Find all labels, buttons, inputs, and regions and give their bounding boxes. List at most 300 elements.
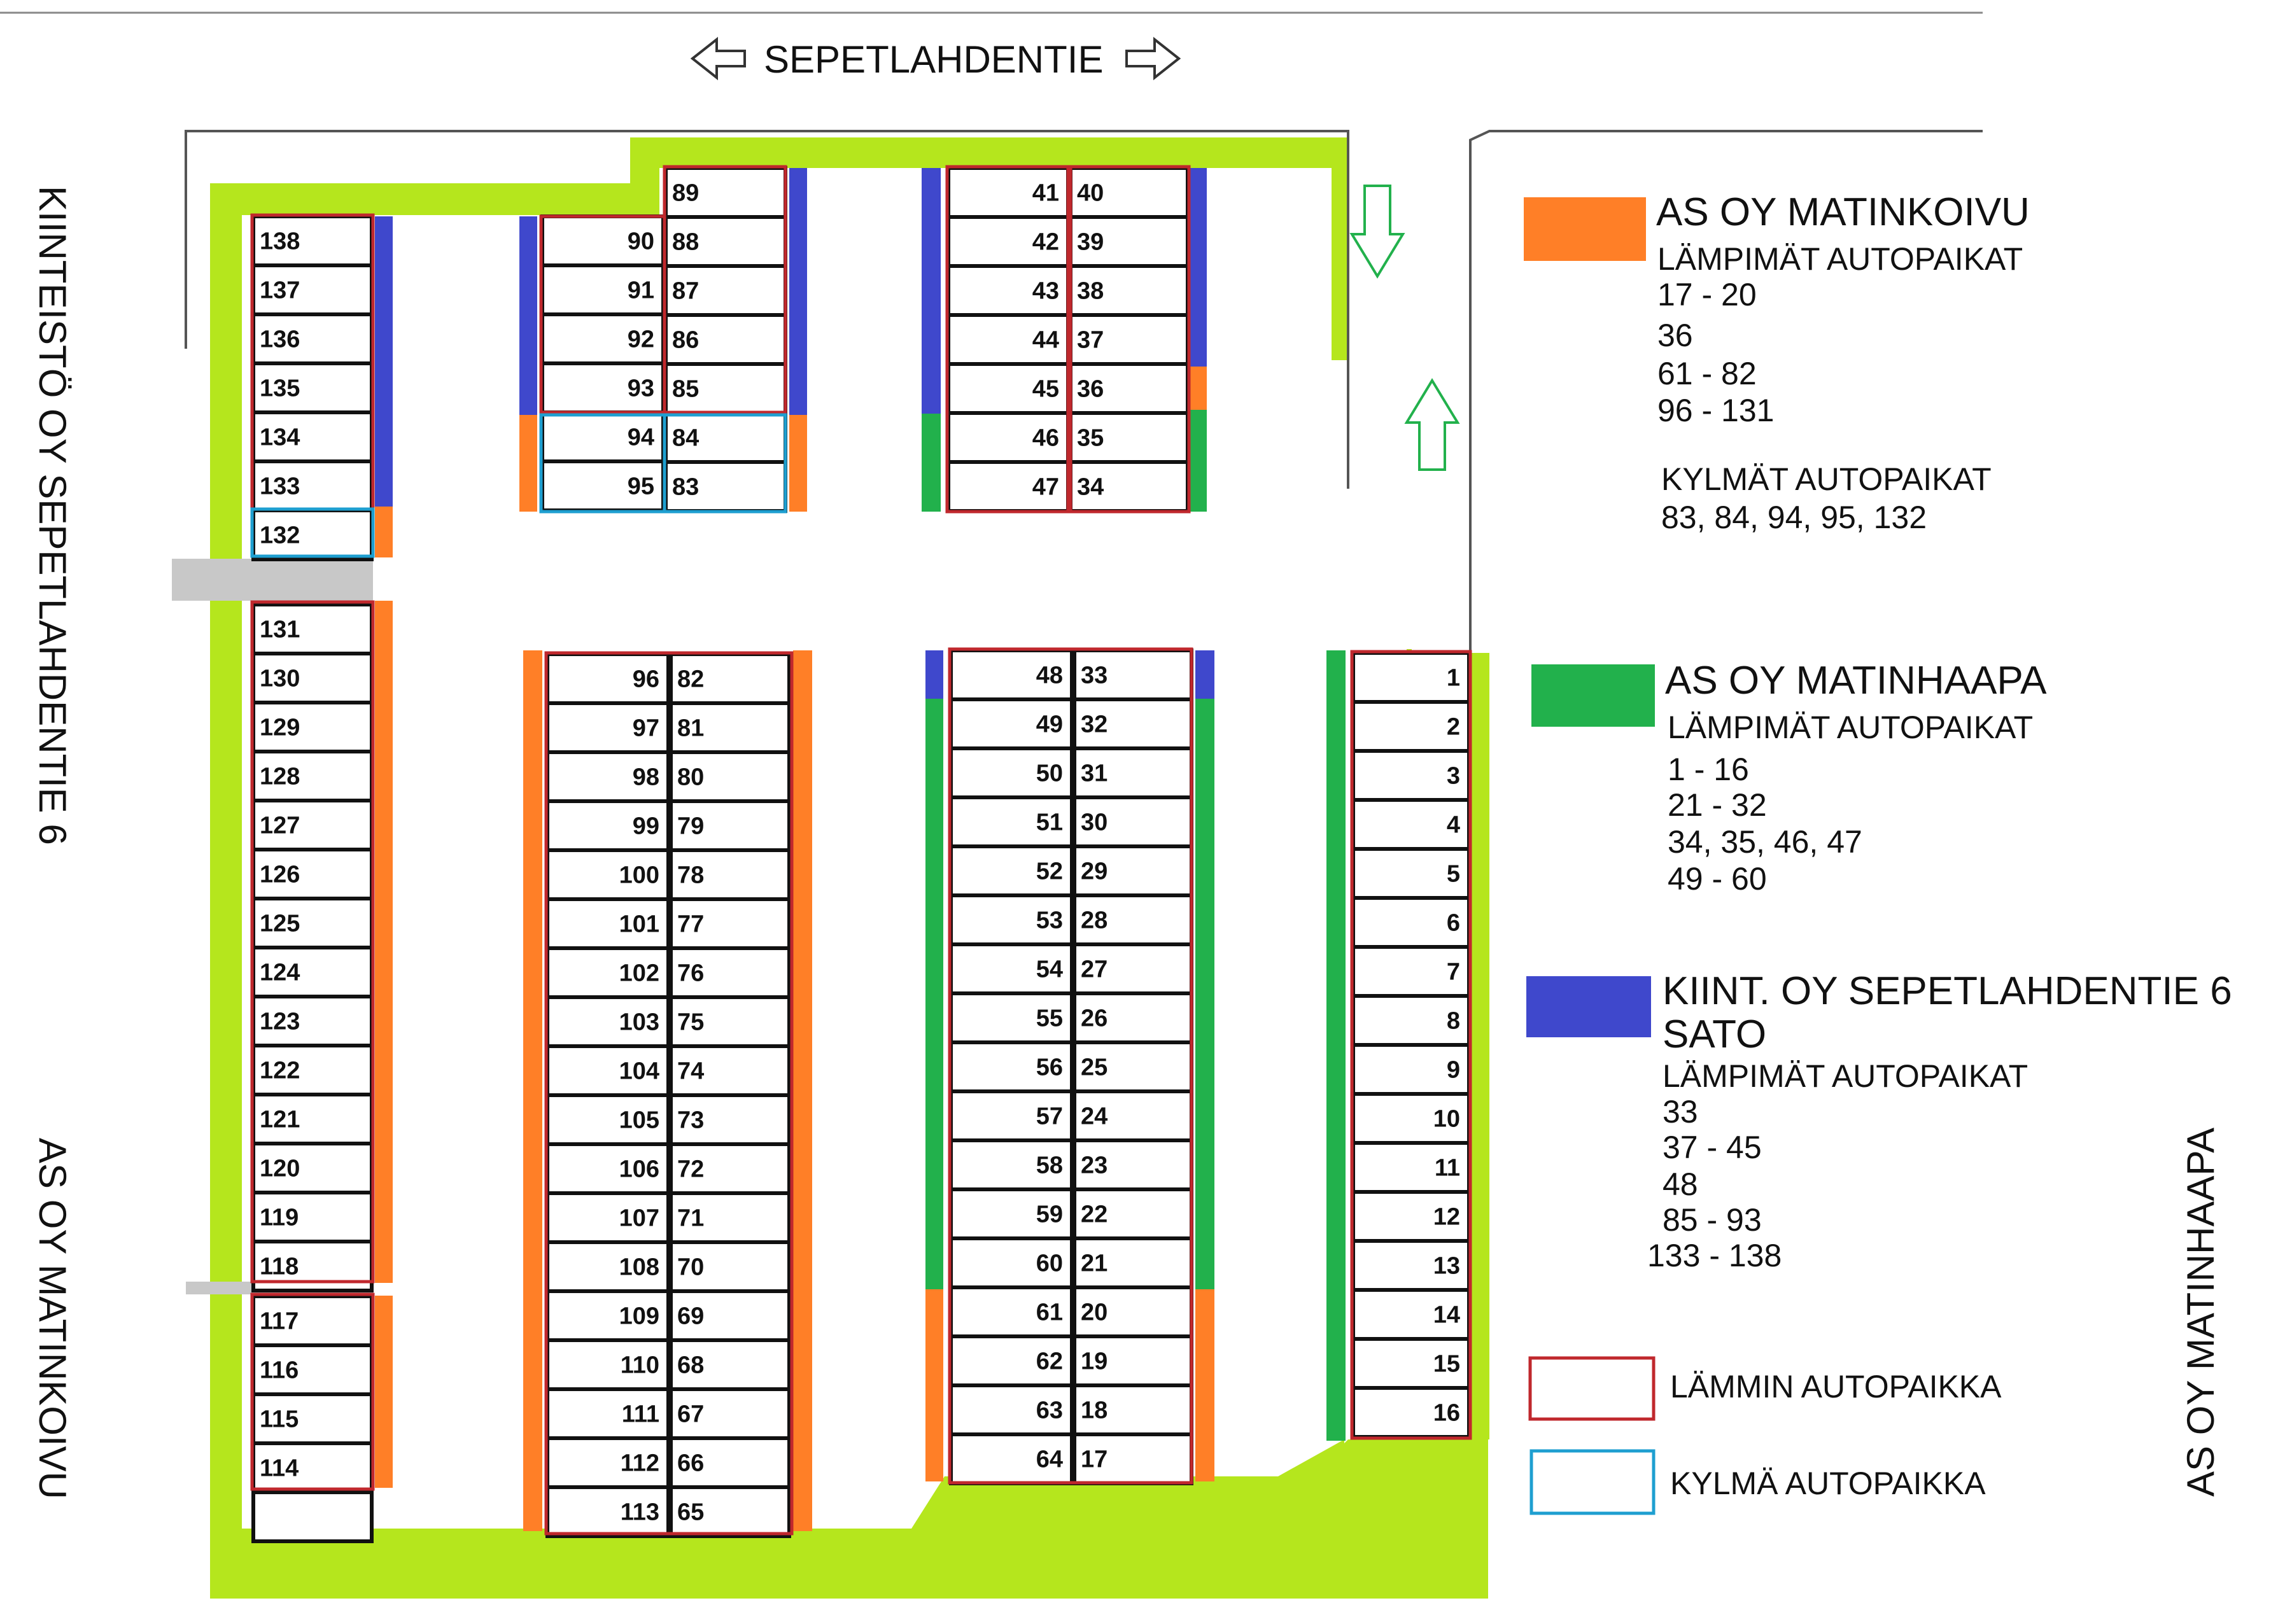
spot-number: 97 (632, 715, 659, 742)
spot-number: 29 (1081, 858, 1108, 885)
parking-spot (948, 217, 1068, 266)
spot-number: 67 (677, 1401, 705, 1428)
spot-number: 135 (260, 375, 300, 402)
legend-sato (1526, 969, 2232, 1273)
spot-number: 60 (1036, 1250, 1063, 1277)
spot-number: 41 (1032, 179, 1059, 207)
parking-spot (253, 1443, 372, 1492)
spot-number: 123 (260, 1008, 300, 1035)
spot-number: 36 (1077, 375, 1104, 403)
bar-blue (925, 650, 943, 699)
spot-number: 50 (1036, 760, 1063, 787)
spot-number: 80 (677, 764, 705, 791)
spot-number: 56 (1036, 1054, 1063, 1081)
parking-spot (951, 1238, 1072, 1287)
legend-title: AS OY MATINKOIVU (1656, 190, 2030, 234)
parking-spot (1074, 1091, 1192, 1140)
spot-number: 109 (619, 1303, 659, 1330)
spot-number: 98 (632, 764, 659, 791)
parking-spot (253, 314, 372, 363)
spot-number: 96 (632, 666, 659, 693)
parking-spot (1353, 1192, 1469, 1241)
bar-orange (523, 650, 542, 1531)
bar-orange (1195, 1289, 1214, 1481)
spot-number: 102 (619, 960, 659, 987)
spot-number: 7 (1446, 958, 1460, 986)
parking-spot (542, 363, 663, 412)
spot-number: 115 (260, 1406, 299, 1433)
parking-spot (671, 1340, 789, 1389)
spot-number: 57 (1036, 1103, 1063, 1130)
spot-number: 24 (1081, 1103, 1108, 1130)
parking-spot (547, 703, 668, 752)
bar-orange (793, 650, 812, 1531)
spot-number: 52 (1036, 858, 1063, 885)
parking-spot (666, 315, 785, 364)
legend-title: KIINT. OY SEPETLAHDENTIE 6 (1663, 969, 2232, 1013)
parking-spot (1353, 1241, 1469, 1290)
parking-spot (951, 993, 1072, 1042)
parking-spot (253, 510, 372, 559)
parking-spot (547, 850, 668, 899)
legend-range: 37 - 45 (1663, 1130, 1762, 1165)
legend-range: 1 - 16 (1668, 752, 1749, 787)
spot-number: 110 (620, 1352, 659, 1379)
legend-range: 49 - 60 (1668, 861, 1767, 897)
parking-spot (547, 997, 668, 1046)
parking-spot (1074, 650, 1192, 699)
spot-number: 112 (620, 1450, 659, 1477)
parking-spot (253, 899, 372, 948)
parking-spots (253, 168, 1469, 1541)
parking-spot (253, 1046, 372, 1095)
street-name: SEPETLAHDENTIE (764, 38, 1104, 81)
parking-spot (253, 1144, 372, 1193)
parking-spot (1353, 1143, 1469, 1192)
parking-spot (666, 217, 785, 266)
parking-spot (1353, 800, 1469, 849)
parking-spot (671, 703, 789, 752)
parking-spot (1074, 1042, 1192, 1091)
parking-spot (547, 899, 668, 948)
parking-spot (671, 1046, 789, 1095)
bar-green (922, 414, 941, 512)
spot-number: 20 (1081, 1299, 1108, 1326)
parking-spot (253, 703, 372, 752)
parking-spot (951, 1434, 1072, 1483)
spot-number: 71 (677, 1205, 705, 1232)
parking-spot (671, 1438, 789, 1487)
parking-spot (671, 1242, 789, 1291)
legend-borders (1530, 1358, 2002, 1513)
spot-number: 48 (1036, 662, 1063, 689)
parking-spot (253, 1296, 372, 1345)
parking-spot (951, 1189, 1072, 1238)
spot-number: 31 (1081, 760, 1108, 787)
legend (1524, 190, 2232, 1513)
spot-number: 25 (1081, 1054, 1108, 1081)
parking-spot (1071, 462, 1188, 511)
spot-number: 38 (1077, 277, 1104, 305)
parking-spot (542, 314, 663, 363)
swatch-blue (1526, 976, 1651, 1037)
parking-spot (542, 265, 663, 314)
parking-spot (547, 1291, 668, 1340)
spot-number: 22 (1081, 1201, 1108, 1228)
legend-range: 85 - 93 (1663, 1202, 1762, 1238)
parking-spot (951, 650, 1072, 699)
parking-spot (253, 997, 372, 1046)
spot-number: 120 (260, 1155, 300, 1182)
spot-number: 32 (1081, 711, 1108, 738)
parking-spot (253, 265, 372, 314)
parking-spot (1353, 1339, 1469, 1388)
spot-number: 73 (677, 1107, 705, 1134)
parking-spot (547, 1046, 668, 1095)
spot-number: 47 (1032, 473, 1059, 501)
parking-spot (253, 1492, 372, 1541)
street-header (693, 38, 1179, 81)
spot-number: 58 (1036, 1152, 1063, 1179)
spot-number: 72 (677, 1156, 705, 1183)
parking-spot (671, 752, 789, 801)
bar-blue (1190, 168, 1207, 367)
parking-spot (1071, 266, 1188, 315)
parking-spot (1353, 1290, 1469, 1339)
parking-spot (547, 1095, 668, 1144)
legend-range: 33 (1663, 1094, 1698, 1130)
parking-spot (951, 1287, 1072, 1336)
spot-number: 17 (1081, 1446, 1108, 1473)
group-borders (252, 167, 1470, 1534)
parking-spot (951, 748, 1072, 797)
parking-spot (948, 315, 1068, 364)
spot-number: 44 (1032, 326, 1059, 354)
legend-heading: LÄMPIMÄT AUTOPAIKAT (1668, 710, 2034, 745)
parking-spot (547, 1193, 668, 1242)
legend-range: 21 - 32 (1668, 787, 1767, 823)
parking-spot (542, 461, 663, 510)
spot-number: 11 (1434, 1154, 1460, 1182)
parking-spot (666, 462, 785, 511)
spot-number: 26 (1081, 1005, 1108, 1032)
bar-orange (375, 601, 393, 1283)
parking-spot (1074, 944, 1192, 993)
parking-spot (951, 1140, 1072, 1189)
parking-spot (1353, 702, 1469, 751)
parking-spot (1074, 1434, 1192, 1483)
parking-spot (1074, 1140, 1192, 1189)
parking-spot (1074, 895, 1192, 944)
spot-number: 74 (677, 1058, 705, 1085)
spot-number: 68 (677, 1352, 705, 1379)
spot-number: 108 (619, 1254, 659, 1281)
parking-spot (547, 1340, 668, 1389)
spot-number: 131 (260, 616, 300, 643)
parking-spot (1074, 1385, 1192, 1434)
parking-spot (253, 801, 372, 850)
spot-number: 83 (672, 473, 700, 501)
spot-number: 8 (1446, 1007, 1460, 1035)
spot-number: 89 (672, 179, 700, 207)
parking-spot (666, 266, 785, 315)
parking-spot (253, 412, 372, 461)
bar-orange (375, 1296, 393, 1488)
spot-number: 39 (1077, 228, 1104, 256)
spot-number: 76 (677, 960, 705, 987)
parking-spot (253, 850, 372, 899)
spot-number: 85 (672, 375, 700, 403)
spot-number: 128 (260, 763, 300, 790)
spot-number: 61 (1036, 1299, 1063, 1326)
parking-spot (671, 899, 789, 948)
spot-number: 100 (619, 862, 659, 889)
bar-green (1326, 650, 1346, 1441)
bar-green (925, 699, 943, 1289)
legend-heading: LÄMPIMÄT AUTOPAIKAT (1663, 1058, 2028, 1094)
parking-spot (951, 846, 1072, 895)
parking-spot (671, 1144, 789, 1193)
parking-spot (253, 1345, 372, 1394)
parking-spot (1353, 751, 1469, 800)
parking-spot (1071, 413, 1188, 462)
parking-spot (671, 1193, 789, 1242)
arrow-up-icon (1407, 381, 1458, 470)
bar-blue (519, 216, 537, 415)
arrow-left-icon (693, 39, 745, 78)
spot-number: 30 (1081, 809, 1108, 836)
spot-number: 103 (619, 1009, 659, 1036)
parking-spot (1353, 849, 1469, 898)
spot-number: 59 (1036, 1201, 1063, 1228)
parking-spot (253, 461, 372, 510)
parking-spot (948, 266, 1068, 315)
legend-cold-label: KYLMÄ AUTOPAIKKA (1670, 1466, 1986, 1501)
parking-spot (671, 1389, 789, 1438)
spot-number: 104 (619, 1058, 659, 1085)
spot-number: 111 (621, 1401, 659, 1428)
spot-number: 99 (632, 813, 659, 840)
parking-spot (951, 1385, 1072, 1434)
spot-number: 125 (260, 910, 300, 937)
spot-number: 87 (672, 277, 700, 305)
parking-spot (547, 1389, 668, 1438)
spot-number: 126 (260, 861, 300, 888)
spot-number: 6 (1446, 909, 1460, 937)
spot-number: 23 (1081, 1152, 1108, 1179)
parking-spot (1353, 653, 1469, 702)
spot-number: 130 (260, 665, 300, 692)
parking-spot (253, 216, 372, 265)
bar-orange (519, 415, 537, 512)
spot-number: 12 (1433, 1203, 1460, 1231)
parking-spot (253, 752, 372, 801)
spot-number: 78 (677, 862, 705, 889)
spot-number: 118 (260, 1253, 299, 1280)
spot-number: 69 (677, 1303, 705, 1330)
legend-title: SATO (1663, 1012, 1767, 1056)
parking-spot (253, 654, 372, 703)
parking-spot (671, 1487, 789, 1536)
parking-spot (1074, 1238, 1192, 1287)
parking-spot (1074, 1189, 1192, 1238)
spot-number: 90 (627, 228, 654, 255)
spot-number: 79 (677, 813, 705, 840)
swatch-green (1531, 664, 1655, 727)
parking-spot (547, 1242, 668, 1291)
parking-spot (1353, 1094, 1469, 1143)
parking-spot (666, 168, 785, 217)
spot-number: 91 (627, 277, 654, 304)
parking-spot (253, 605, 372, 654)
parking-spot (547, 948, 668, 997)
spot-number: 138 (260, 228, 300, 255)
swatch-orange (1524, 197, 1646, 261)
parking-spot (951, 895, 1072, 944)
spot-number: 55 (1036, 1005, 1063, 1032)
parking-spot (671, 997, 789, 1046)
spot-number: 33 (1081, 662, 1108, 689)
legend-range: 61 - 82 (1657, 356, 1757, 391)
bar-blue (789, 168, 807, 415)
spot-number: 84 (672, 424, 700, 452)
bar-green (1195, 699, 1214, 1289)
spot-number: 4 (1446, 811, 1460, 839)
spot-number: 42 (1032, 228, 1059, 256)
parking-spot (1074, 1336, 1192, 1385)
swatch-warm (1530, 1358, 1654, 1419)
legend-range: 36 (1657, 318, 1693, 353)
parking-spot (951, 797, 1072, 846)
bar-orange (375, 507, 393, 557)
bar-blue (922, 168, 941, 414)
arrow-down-icon (1352, 186, 1403, 276)
legend-heading: KYLMÄT AUTOPAIKAT (1661, 461, 1992, 497)
legend-matinkoivu (1524, 190, 2030, 535)
legend-range: 83, 84, 94, 95, 132 (1661, 500, 1927, 535)
parking-spot (951, 1091, 1072, 1140)
parking-spot (1074, 1287, 1192, 1336)
parking-spot (671, 850, 789, 899)
spot-number: 37 (1077, 326, 1104, 354)
legend-warm-label: LÄMMIN AUTOPAIKKA (1670, 1369, 2002, 1404)
parking-spot (1071, 168, 1188, 217)
legend-heading: LÄMPIMÄT AUTOPAIKAT (1657, 241, 2023, 277)
parking-spot (951, 699, 1072, 748)
arrow-right-icon (1127, 39, 1179, 78)
parking-spot (1071, 364, 1188, 413)
spot-number: 119 (260, 1204, 299, 1231)
spot-number: 82 (677, 666, 705, 693)
spot-number: 88 (672, 228, 700, 256)
bar-blue (375, 216, 393, 507)
parking-spot (948, 413, 1068, 462)
parking-spot (547, 1438, 668, 1487)
parking-spot (1071, 217, 1188, 266)
parking-spot (547, 1487, 668, 1536)
spot-number: 66 (677, 1450, 705, 1477)
spot-number: 49 (1036, 711, 1063, 738)
parking-spot (1074, 797, 1192, 846)
parking-spot (671, 1291, 789, 1340)
spot-number: 95 (627, 473, 654, 500)
bar-green (1190, 410, 1207, 512)
spot-number: 75 (677, 1009, 705, 1036)
swatch-cold (1531, 1451, 1654, 1513)
spot-number: 21 (1081, 1250, 1108, 1277)
spot-number: 63 (1036, 1397, 1063, 1424)
spot-number: 9 (1446, 1056, 1460, 1084)
walkway-1 (172, 559, 373, 601)
spot-number: 19 (1081, 1348, 1108, 1375)
spot-box (253, 1492, 372, 1541)
spot-number: 35 (1077, 424, 1104, 452)
spot-number: 127 (260, 812, 300, 839)
spot-number: 62 (1036, 1348, 1063, 1375)
parking-spot (542, 216, 663, 265)
parking-spot (948, 168, 1068, 217)
spot-number: 113 (620, 1499, 659, 1526)
parking-spot (666, 413, 785, 462)
spot-number: 51 (1036, 809, 1063, 836)
spot-number: 5 (1446, 860, 1460, 888)
parking-spot (951, 944, 1072, 993)
spot-number: 2 (1446, 713, 1460, 741)
legend-range: 34, 35, 46, 47 (1668, 824, 1862, 860)
parking-spot (1353, 947, 1469, 996)
parking-spot (671, 654, 789, 703)
bar-orange (925, 1289, 943, 1481)
spot-number: 43 (1032, 277, 1059, 305)
spot-number: 122 (260, 1057, 300, 1084)
legend-range: 17 - 20 (1657, 277, 1757, 312)
parking-spot (948, 462, 1068, 511)
spot-number: 86 (672, 326, 700, 354)
spot-number: 81 (677, 715, 705, 742)
bar-orange (789, 415, 807, 512)
legend-title: AS OY MATINHAAPA (1665, 659, 2047, 703)
spot-number: 114 (260, 1455, 299, 1482)
parking-spot (542, 412, 663, 461)
parking-spot (671, 801, 789, 850)
spot-number: 45 (1032, 375, 1059, 403)
spot-number: 106 (619, 1156, 659, 1183)
spot-number: 64 (1036, 1446, 1063, 1473)
spot-number: 3 (1446, 762, 1460, 790)
spot-number: 14 (1433, 1301, 1460, 1329)
spot-number: 46 (1032, 424, 1059, 452)
parking-spot (671, 1095, 789, 1144)
spot-number: 136 (260, 326, 300, 353)
parking-spot (253, 1193, 372, 1242)
parking-spot (951, 1042, 1072, 1091)
spot-number: 107 (619, 1205, 659, 1232)
legend-range: 96 - 131 (1657, 393, 1775, 428)
spot-number: 27 (1081, 956, 1108, 983)
label-kiinteisto: KIINTEISTÖ OY SEPETLAHDENTIE 6 (31, 186, 74, 845)
parking-spot (1353, 996, 1469, 1045)
label-matinhaapa: AS OY MATINHAAPA (2179, 1127, 2222, 1497)
parking-spot (951, 1336, 1072, 1385)
parking-spot (1071, 315, 1188, 364)
spot-number: 13 (1433, 1252, 1460, 1280)
parking-spot (671, 948, 789, 997)
parking-spot (253, 1394, 372, 1443)
spot-number: 133 (260, 473, 300, 500)
green-area (210, 137, 1488, 1599)
legend-matinhaapa (1531, 659, 2047, 897)
spot-number: 101 (619, 911, 659, 938)
